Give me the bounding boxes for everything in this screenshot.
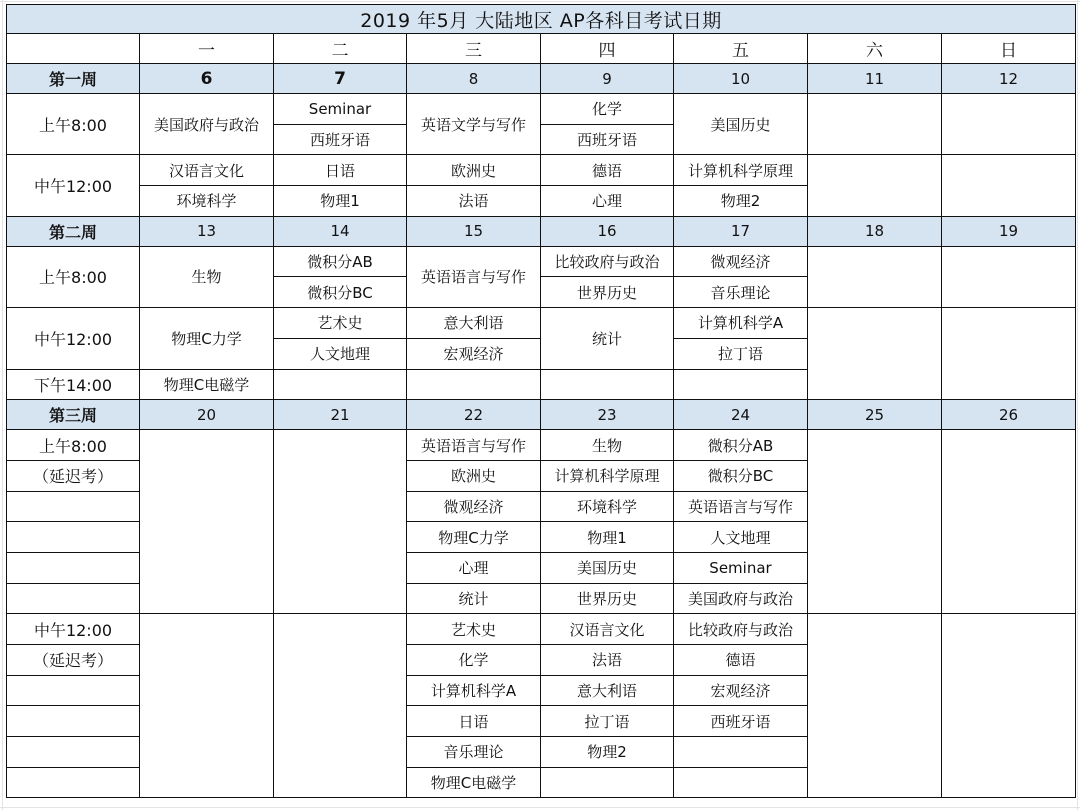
week3-date-fri[interactable]: 24: [674, 400, 808, 430]
empty-cell[interactable]: [7, 522, 140, 553]
empty-cell[interactable]: [7, 737, 140, 768]
exam-cell[interactable]: 人文地理: [674, 522, 808, 553]
empty-cell[interactable]: [140, 614, 274, 798]
exam-cell[interactable]: 物理C电磁学: [140, 369, 274, 400]
week2-date-sat[interactable]: 18: [808, 216, 942, 246]
exam-cell[interactable]: 日语: [274, 155, 407, 186]
exam-cell[interactable]: 欧洲史: [407, 460, 541, 491]
sheet-gridline: [1077, 0, 1078, 810]
exam-cell[interactable]: 美国历史: [541, 552, 674, 583]
sheet-gridline: [0, 1, 1080, 2]
exam-cell[interactable]: 宏观经济: [674, 675, 808, 706]
empty-cell[interactable]: [7, 583, 140, 614]
ap-exam-schedule-table: [6, 4, 1076, 798]
exam-cell[interactable]: 计算机科学原理: [541, 460, 674, 491]
exam-cell[interactable]: 物理2: [674, 186, 808, 217]
week3-am-time[interactable]: 上午8:00: [7, 430, 140, 461]
week3-noon-note[interactable]: （延迟考）: [7, 645, 140, 676]
exam-cell[interactable]: 宏观经济: [407, 338, 541, 369]
exam-cell[interactable]: 世界历史: [541, 277, 674, 308]
exam-cell[interactable]: 拉丁语: [674, 338, 808, 369]
exam-cell[interactable]: 美国历史: [674, 94, 808, 155]
exam-cell[interactable]: 心理: [541, 186, 674, 217]
exam-cell[interactable]: 英语语言与写作: [407, 430, 541, 461]
exam-cell[interactable]: 意大利语: [407, 308, 541, 339]
empty-cell[interactable]: [7, 706, 140, 737]
exam-cell[interactable]: 日语: [407, 706, 541, 737]
week3-date-sat[interactable]: 25: [808, 400, 942, 430]
exam-cell[interactable]: 欧洲史: [407, 155, 541, 186]
exam-cell[interactable]: 统计: [541, 308, 674, 369]
week2-date-mon[interactable]: 13: [140, 216, 274, 246]
exam-cell[interactable]: 微积分BC: [274, 277, 407, 308]
empty-cell[interactable]: [274, 369, 407, 400]
schedule-title[interactable]: 2019 年5月 大陆地区 AP各科目考试日期: [7, 5, 1076, 34]
week1-label[interactable]: 第一周: [7, 64, 140, 94]
empty-cell[interactable]: [942, 308, 1076, 400]
exam-cell[interactable]: 世界历史: [541, 583, 674, 614]
week1-noon-time[interactable]: 中午12:00: [7, 155, 140, 216]
exam-cell[interactable]: [674, 767, 808, 798]
exam-cell[interactable]: 微积分AB: [274, 246, 407, 277]
exam-cell[interactable]: 化学: [541, 94, 674, 125]
sheet-gridline: [0, 807, 1080, 808]
day-header-tue[interactable]: 二: [274, 34, 407, 64]
empty-cell[interactable]: [808, 614, 942, 798]
exam-cell[interactable]: 物理C力学: [140, 308, 274, 369]
exam-cell[interactable]: 比较政府与政治: [674, 614, 808, 645]
sheet-gridline: [2, 0, 3, 810]
empty-cell[interactable]: [942, 614, 1076, 798]
week2-noon-time[interactable]: 中午12:00: [7, 308, 140, 369]
week3-date-tue[interactable]: 21: [274, 400, 407, 430]
empty-cell[interactable]: [942, 94, 1076, 155]
week1-date-wed[interactable]: 8: [407, 64, 541, 94]
exam-cell[interactable]: 美国政府与政治: [140, 94, 274, 155]
exam-cell[interactable]: 生物: [541, 430, 674, 461]
week1-date-thu[interactable]: 9: [541, 64, 674, 94]
exam-cell[interactable]: 美国政府与政治: [674, 583, 808, 614]
week2-date-fri[interactable]: 17: [674, 216, 808, 246]
exam-cell[interactable]: 西班牙语: [541, 124, 674, 155]
empty-cell[interactable]: [808, 94, 942, 155]
week1-date-fri[interactable]: 10: [674, 64, 808, 94]
exam-cell[interactable]: 微积分BC: [674, 460, 808, 491]
week2-date-wed[interactable]: 15: [407, 216, 541, 246]
empty-cell[interactable]: [7, 675, 140, 706]
exam-cell[interactable]: 物理C力学: [407, 522, 541, 553]
week3-am-note[interactable]: （延迟考）: [7, 460, 140, 491]
exam-cell[interactable]: 音乐理论: [674, 277, 808, 308]
exam-cell[interactable]: 汉语言文化: [140, 155, 274, 186]
week2-am-time[interactable]: 上午8:00: [7, 246, 140, 307]
exam-cell[interactable]: 计算机科学原理: [674, 155, 808, 186]
exam-cell[interactable]: 拉丁语: [541, 706, 674, 737]
empty-cell[interactable]: [942, 430, 1076, 614]
exam-cell[interactable]: 物理2: [541, 737, 674, 768]
week3-noon-time[interactable]: 中午12:00: [7, 614, 140, 645]
day-header-sun[interactable]: 日: [942, 34, 1076, 64]
exam-cell[interactable]: 艺术史: [274, 308, 407, 339]
week3-label[interactable]: 第三周: [7, 400, 140, 430]
exam-cell[interactable]: 英语语言与写作: [407, 246, 541, 307]
day-header-sat[interactable]: 六: [808, 34, 942, 64]
exam-cell[interactable]: 计算机科学A: [407, 675, 541, 706]
exam-cell[interactable]: 物理C电磁学: [407, 767, 541, 798]
week3-date-sun[interactable]: 26: [942, 400, 1076, 430]
exam-cell[interactable]: 德语: [674, 645, 808, 676]
exam-cell[interactable]: Seminar: [674, 552, 808, 583]
week2-date-thu[interactable]: 16: [541, 216, 674, 246]
day-header-mon[interactable]: 一: [140, 34, 274, 64]
empty-cell[interactable]: [274, 614, 407, 798]
week2-pm-time[interactable]: 下午14:00: [7, 369, 140, 400]
week3-date-wed[interactable]: 22: [407, 400, 541, 430]
exam-cell[interactable]: 汉语言文化: [541, 614, 674, 645]
empty-cell[interactable]: [808, 246, 942, 307]
week2-date-sun[interactable]: 19: [942, 216, 1076, 246]
exam-cell[interactable]: 物理1: [541, 522, 674, 553]
exam-cell[interactable]: 环境科学: [140, 186, 274, 217]
exam-cell[interactable]: 意大利语: [541, 675, 674, 706]
week1-date-sat[interactable]: 11: [808, 64, 942, 94]
exam-cell[interactable]: 化学: [407, 645, 541, 676]
week2-date-tue[interactable]: 14: [274, 216, 407, 246]
exam-cell[interactable]: 德语: [541, 155, 674, 186]
week3-date-mon[interactable]: 20: [140, 400, 274, 430]
empty-cell[interactable]: [7, 767, 140, 798]
empty-cell[interactable]: [808, 155, 942, 216]
empty-cell[interactable]: [407, 369, 541, 400]
exam-cell[interactable]: Seminar: [274, 94, 407, 125]
week1-date-tue[interactable]: 7: [274, 64, 407, 94]
exam-cell[interactable]: 微积分AB: [674, 430, 808, 461]
exam-cell[interactable]: 音乐理论: [407, 737, 541, 768]
empty-cell[interactable]: [274, 430, 407, 614]
week2-label[interactable]: 第二周: [7, 216, 140, 246]
empty-cell[interactable]: [942, 155, 1076, 216]
exam-cell[interactable]: 环境科学: [541, 491, 674, 522]
exam-cell[interactable]: 英语文学与写作: [407, 94, 541, 155]
exam-cell[interactable]: 微观经济: [674, 246, 808, 277]
empty-cell[interactable]: [7, 552, 140, 583]
exam-cell[interactable]: [541, 767, 674, 798]
exam-cell[interactable]: 法语: [407, 186, 541, 217]
exam-cell[interactable]: 物理1: [274, 186, 407, 217]
header-corner-cell[interactable]: [7, 34, 140, 64]
week1-am-time[interactable]: 上午8:00: [7, 94, 140, 155]
empty-cell[interactable]: [942, 246, 1076, 307]
exam-cell[interactable]: 生物: [140, 246, 274, 307]
exam-cell[interactable]: 西班牙语: [674, 706, 808, 737]
exam-cell[interactable]: 法语: [541, 645, 674, 676]
empty-cell[interactable]: [808, 308, 942, 400]
exam-cell[interactable]: [674, 737, 808, 768]
week3-date-thu[interactable]: 23: [541, 400, 674, 430]
exam-cell[interactable]: 微观经济: [407, 491, 541, 522]
day-header-thu[interactable]: 四: [541, 34, 674, 64]
empty-cell[interactable]: [674, 369, 808, 400]
exam-cell[interactable]: 比较政府与政治: [541, 246, 674, 277]
empty-cell[interactable]: [808, 430, 942, 614]
exam-cell[interactable]: 计算机科学A: [674, 308, 808, 339]
exam-cell[interactable]: 英语语言与写作: [674, 491, 808, 522]
exam-cell[interactable]: 统计: [407, 583, 541, 614]
day-header-fri[interactable]: 五: [674, 34, 808, 64]
empty-cell[interactable]: [140, 430, 274, 614]
day-header-wed[interactable]: 三: [407, 34, 541, 64]
exam-cell[interactable]: 艺术史: [407, 614, 541, 645]
week1-date-mon[interactable]: 6: [140, 64, 274, 94]
exam-cell[interactable]: 心理: [407, 552, 541, 583]
week1-date-sun[interactable]: 12: [942, 64, 1076, 94]
exam-cell[interactable]: 人文地理: [274, 338, 407, 369]
empty-cell[interactable]: [7, 491, 140, 522]
exam-cell[interactable]: 西班牙语: [274, 124, 407, 155]
empty-cell[interactable]: [541, 369, 674, 400]
